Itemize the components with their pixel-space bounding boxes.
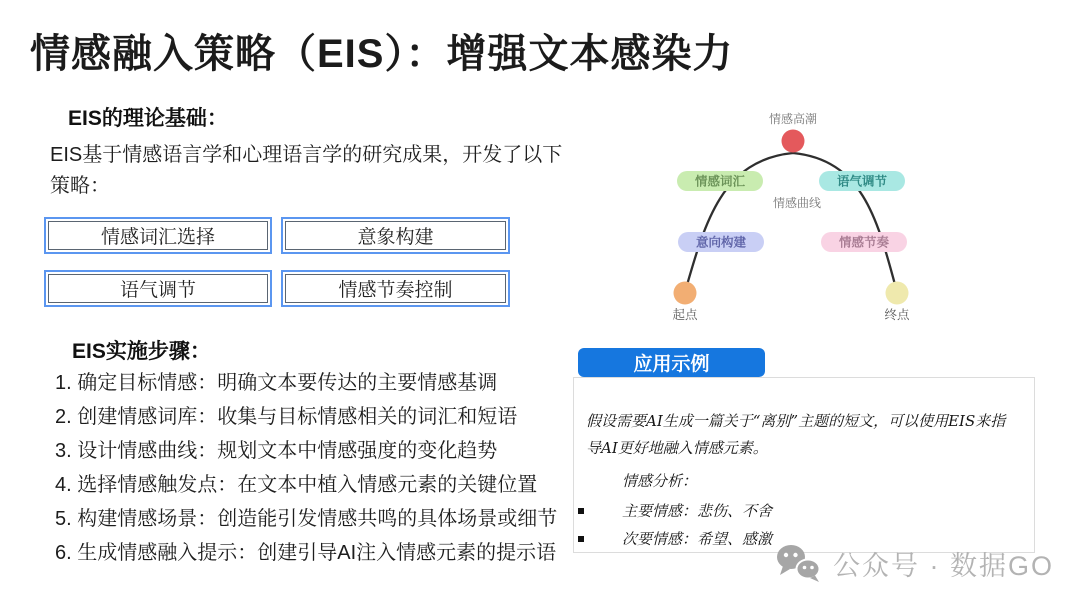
pill-label: 意向构建 (695, 235, 747, 250)
example-header-badge: 应用示例 (578, 348, 765, 377)
peak-dot (782, 130, 805, 153)
step-item: 3. 设计情感曲线：规划文本中情感强度的变化趋势 (55, 440, 498, 462)
strategy-box-emotion-vocabulary (44, 217, 272, 254)
strategy-box-rhythm (281, 270, 510, 307)
strategy-box-imagery (281, 217, 510, 254)
curve-center-label: 情感曲线 (772, 196, 822, 210)
example-paragraph: 假设需要AI生成一篇关于“离别”主题的短文，可以使用EIS来指导AI更好地融入情感元素。 (586, 412, 1006, 457)
example-analysis-label: 情感分析： (622, 472, 698, 490)
step-item: 2. 创建情感词库：收集与目标情感相关的词汇和短语 (55, 406, 518, 428)
bullet-text: 次要情感：希望、感激 (622, 530, 773, 548)
start-label: 起点 (672, 308, 698, 322)
steps-heading: EIS实施步骤： (72, 340, 211, 363)
steps-list (55, 366, 595, 570)
strategy-box-label: 意象构建 (285, 221, 506, 250)
step-item: 5. 构建情感场景：创造能引发情感共鸣的具体场景或细节 (55, 508, 558, 530)
theory-heading: EIS的理论基础： (68, 107, 228, 130)
step-item: 6. 生成情感融入提示：创建引导AI注入情感元素的提示语 (55, 542, 557, 564)
example-bullet (578, 501, 1034, 521)
end-dot (886, 282, 909, 305)
emotion-curve-diagram (620, 100, 940, 330)
step-item: 1. 确定目标情感：明确文本要传达的主要情感基调 (55, 372, 498, 394)
square-bullet-icon (578, 508, 584, 514)
pill-label: 情感节奏 (838, 235, 890, 250)
theory-description: EIS基于情感语言学和心理语言学的研究成果，开发了以下策略： (50, 144, 563, 197)
wechat-icon (775, 543, 823, 583)
strategy-box-tone (44, 270, 272, 307)
strategy-box-label: 情感节奏控制 (285, 274, 506, 303)
footer-label: 公众号 · 数据GO (833, 550, 1054, 581)
step-item: 4. 选择情感触发点：在文本中植入情感元素的关键位置 (55, 474, 538, 496)
footer-watermark (775, 543, 1054, 583)
pill-label: 语气调节 (836, 174, 888, 189)
bullet-text: 主要情感：悲伤、不舍 (622, 502, 773, 520)
end-label: 终点 (884, 308, 910, 322)
page-title: 情感融入策略（EIS）：增强文本感染力 (30, 32, 734, 76)
start-dot (674, 282, 697, 305)
pill-label: 情感词汇 (694, 174, 746, 189)
peak-label: 情感高潮 (768, 112, 818, 126)
example-content-box (573, 377, 1035, 553)
strategy-box-label: 语气调节 (48, 274, 268, 303)
square-bullet-icon (578, 536, 584, 542)
strategy-box-label: 情感词汇选择 (48, 221, 268, 250)
